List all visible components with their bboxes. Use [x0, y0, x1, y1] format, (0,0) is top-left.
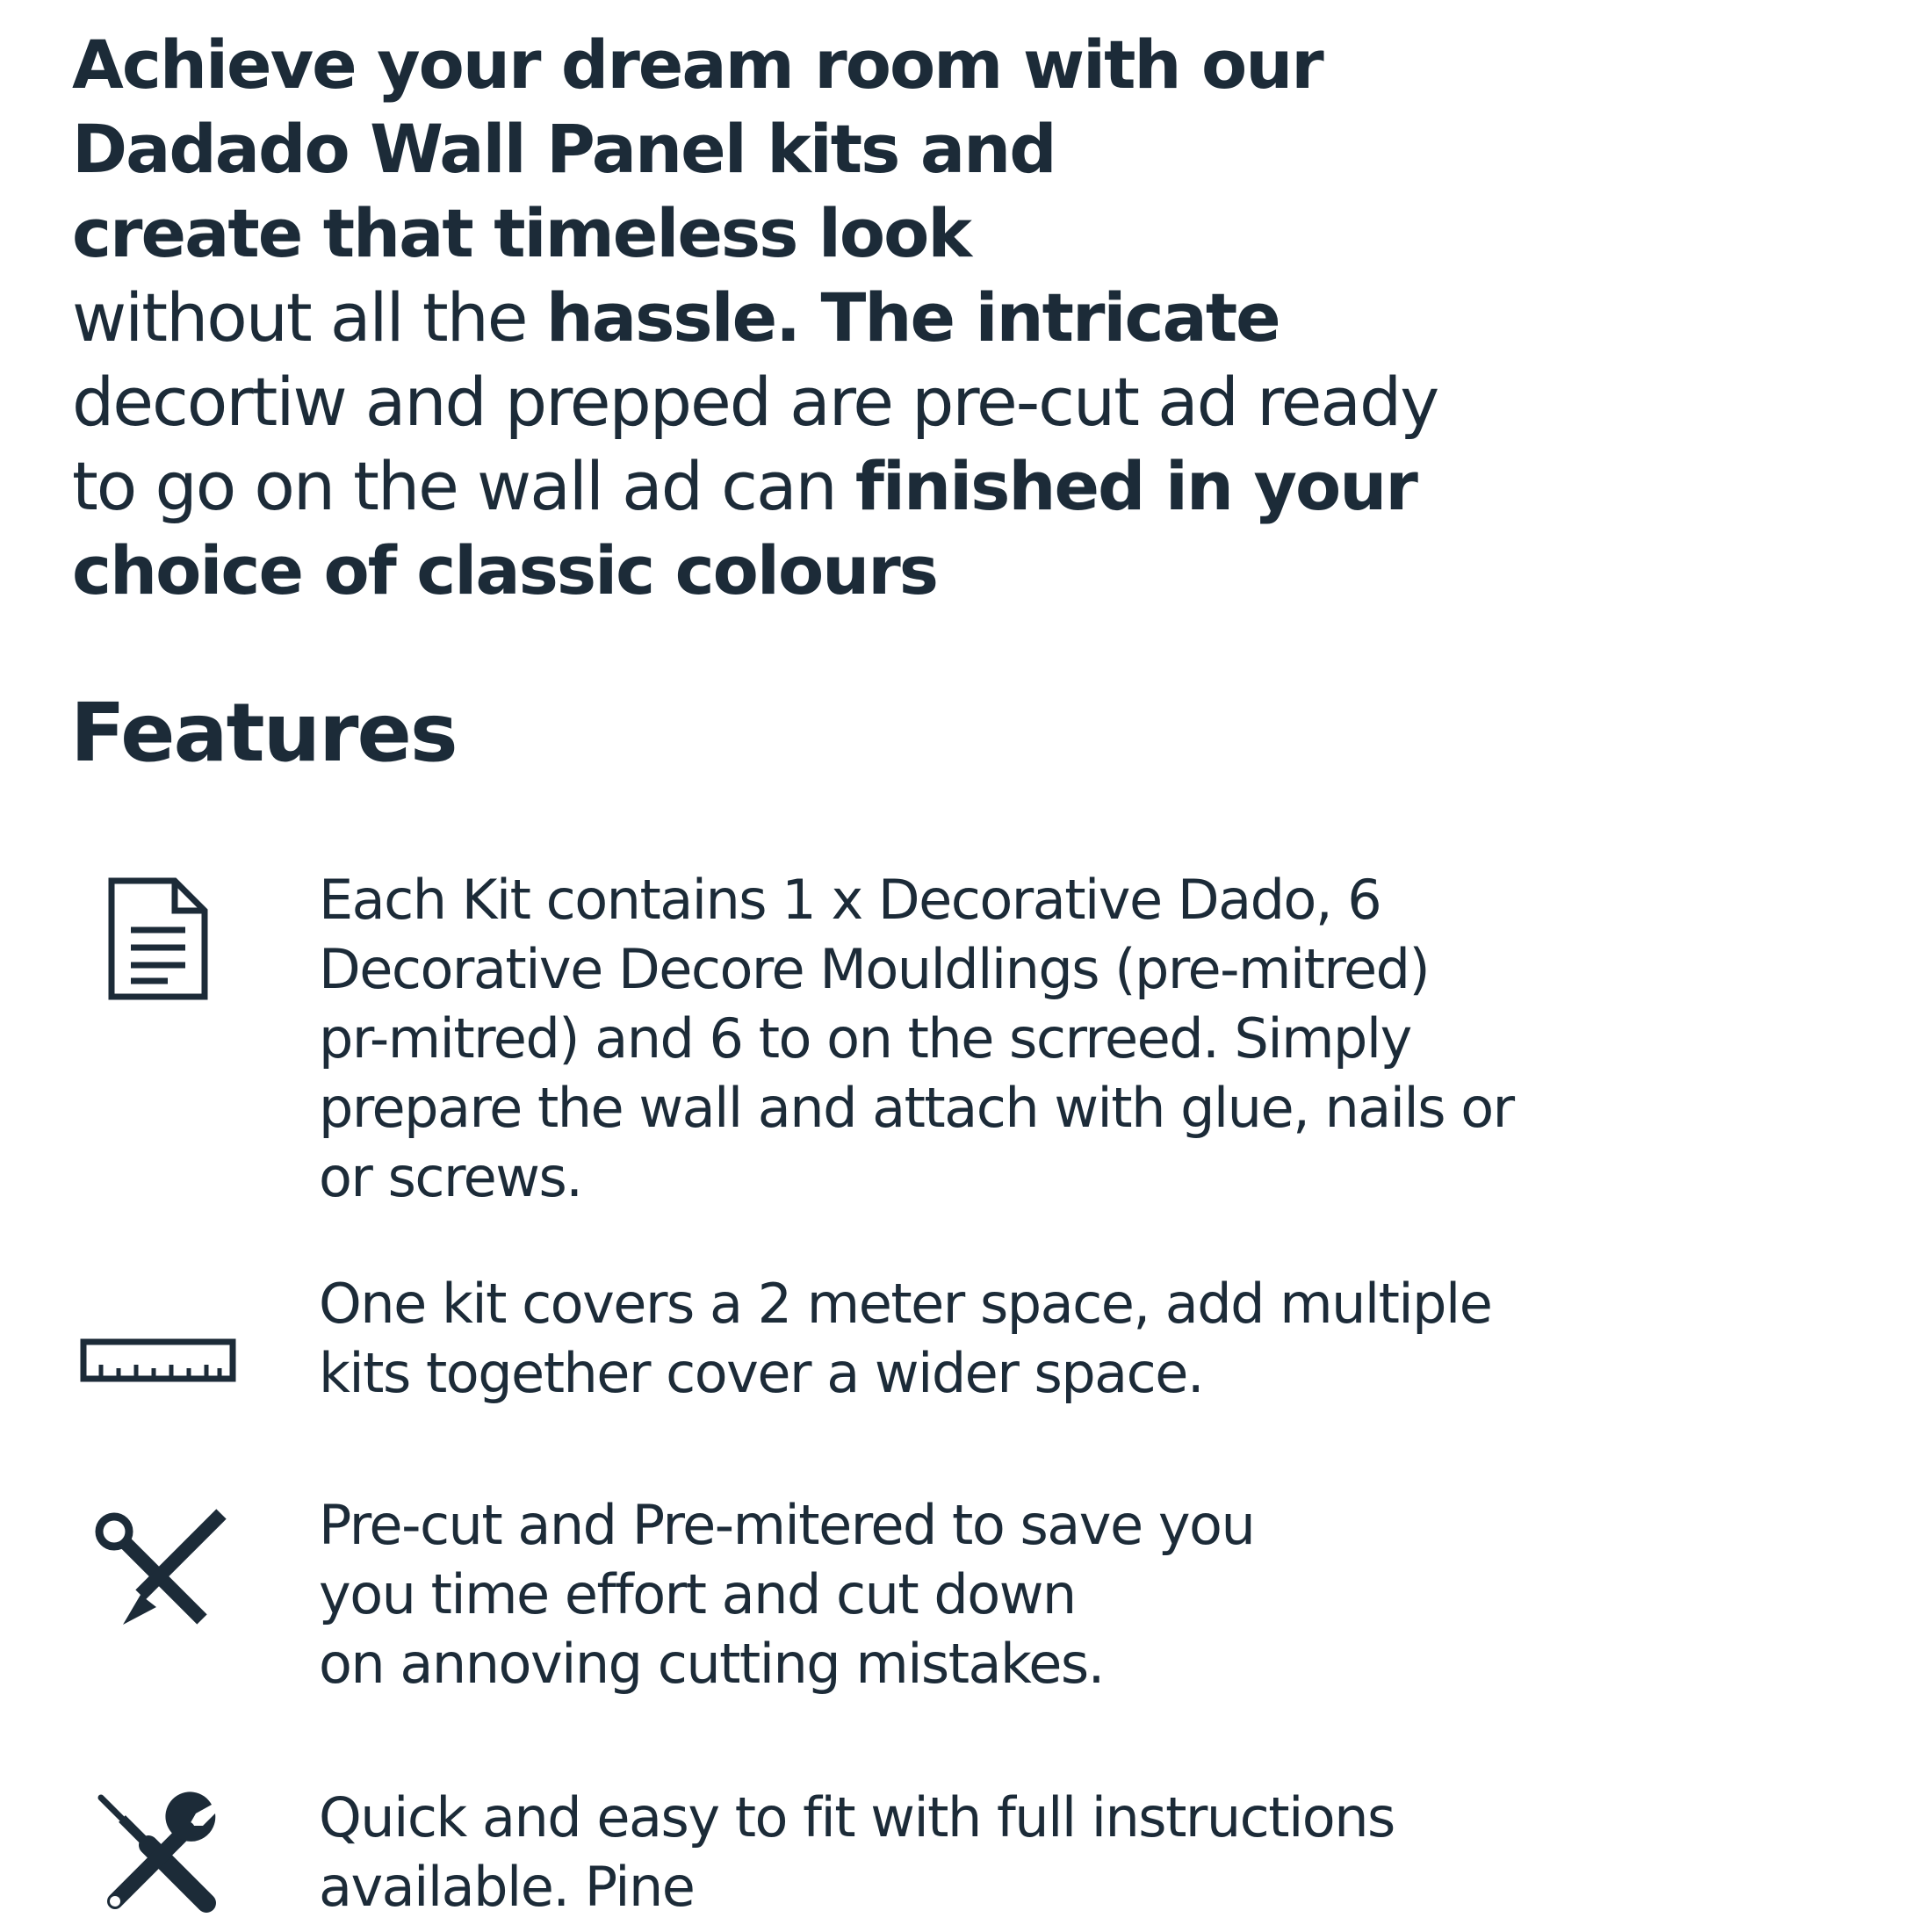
- feature-text-line: Quick and easy to fit with full instructions: [319, 1785, 1395, 1849]
- ruler-icon: [70, 1317, 246, 1405]
- feature-text-line: One kit covers a 2 meter space, add multiple: [319, 1272, 1492, 1336]
- document-icon: [70, 874, 246, 1006]
- scissors-icon: [70, 1499, 246, 1640]
- features-heading: Features: [70, 686, 457, 780]
- feature-text: [319, 1783, 1777, 1921]
- feature-text-line: Decorative Decore Mouldlings (pre-mitred): [319, 937, 1430, 1001]
- intro-line: [72, 444, 1565, 529]
- intro-line: Achieve your dream room with our: [72, 25, 1323, 104]
- intro-text-regular: to go on the wall ad can: [72, 447, 855, 525]
- feature-text-line: pr-mitred) and 6 to on the scrreed. Simply: [319, 1006, 1411, 1071]
- intro-paragraph: [72, 23, 1565, 613]
- intro-text-regular: without all the: [72, 278, 546, 357]
- intro-line: decortiw and prepped are pre-cut ad ready: [72, 363, 1438, 441]
- feature-text-line: kits together cover a wider space.: [319, 1341, 1204, 1405]
- feature-text-line: you time effort and cut down: [319, 1562, 1076, 1626]
- feature-text: [319, 865, 1777, 1212]
- feature-text-line: Pre-cut and Pre-mitered to save you: [319, 1493, 1255, 1557]
- intro-text-bold: hassle. The intricate: [545, 278, 1280, 357]
- feature-text-line: available. Pine: [319, 1855, 695, 1919]
- feature-text-line: on annoving cutting mistakes.: [319, 1632, 1104, 1696]
- intro-line: create that timeless look: [72, 194, 970, 272]
- tools-icon: [70, 1783, 246, 1923]
- intro-line: [72, 276, 1565, 360]
- feature-text-line: or screws.: [319, 1145, 582, 1209]
- intro-line: Dadado Wall Panel kits and: [72, 110, 1056, 188]
- intro-text-bold: finished in your: [854, 447, 1417, 525]
- feature-text-line: prepare the wall and attach with glue, nails or: [319, 1076, 1514, 1140]
- intro-line: choice of classic colours: [72, 531, 937, 609]
- feature-text: [319, 1269, 1777, 1408]
- feature-text: [319, 1490, 1777, 1698]
- feature-text-line: Each Kit contains 1 x Decorative Dado, 6: [319, 868, 1381, 932]
